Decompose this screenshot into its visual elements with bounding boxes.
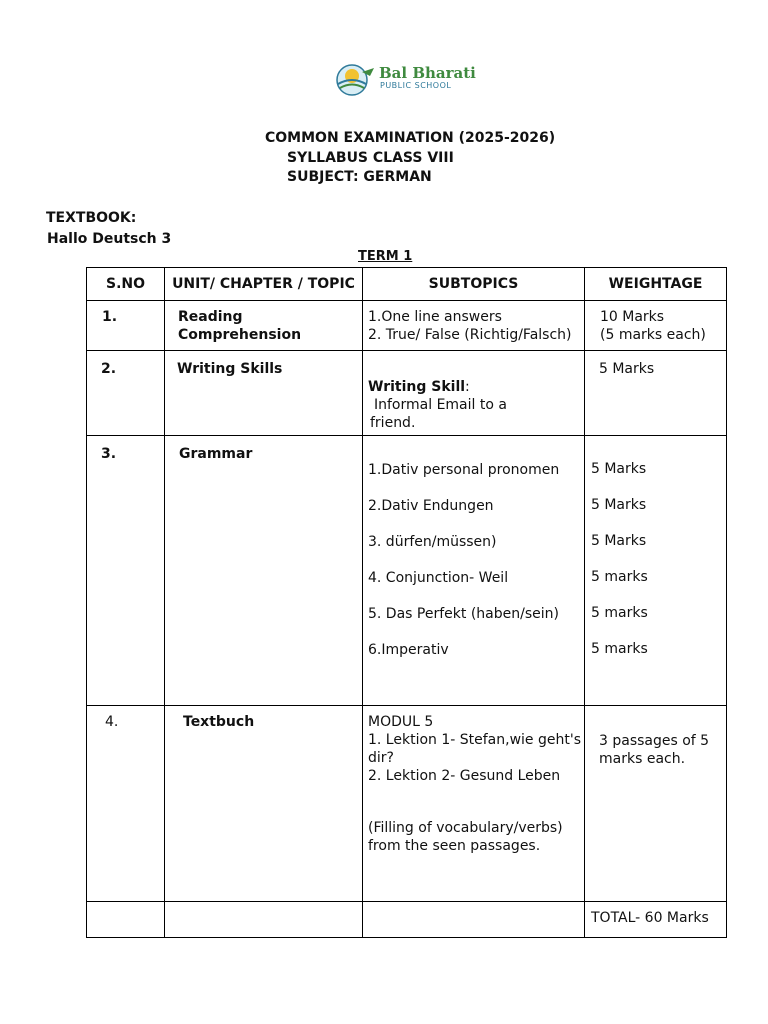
syllabus-table (86, 267, 727, 938)
weightage-item: 5 marks (591, 641, 648, 657)
row-sno: 2. (87, 351, 165, 436)
row-weightage (585, 706, 727, 902)
subtopic-item: (Filling of vocabulary/verbs) (368, 820, 563, 836)
subtopic-item: 4. Conjunction- Weil (368, 570, 509, 586)
row-sno: 4. (87, 706, 165, 902)
header-weightage: WEIGHTAGE (585, 268, 727, 301)
row-unit: Textbuch (165, 706, 363, 902)
subtopic-item: Informal Email to a (374, 397, 507, 413)
total-marks: TOTAL- 60 Marks (585, 902, 727, 938)
syllabus-class: SYLLABUS CLASS VIII (287, 150, 454, 166)
row-subtopics (363, 351, 585, 436)
subtopic-item: MODUL 5 (368, 714, 434, 730)
subtopic-item: 1.Dativ personal pronomen (368, 462, 560, 478)
subtopic-title: Writing Skill (368, 379, 466, 395)
subtopic-item: 2. Lektion 2- Gesund Leben (368, 768, 561, 784)
row-subtopics (363, 301, 585, 351)
school-name: Bal Bharati (379, 64, 476, 82)
subtopic-item: 5. Das Perfekt (haben/sein) (368, 606, 559, 622)
weightage-item: marks each. (599, 751, 686, 767)
subtopic-item: 3. dürfen/müssen) (368, 534, 497, 550)
term-heading: TERM 1 (358, 249, 413, 264)
header-unit: UNIT/ CHAPTER / TOPIC (165, 268, 363, 301)
weightage-item: 5 Marks (591, 461, 647, 477)
total-empty-cell (87, 902, 165, 938)
subtopic-item: 1. Lektion 1- Stefan,wie geht's (368, 732, 581, 748)
weightage-item: 5 Marks (591, 533, 647, 549)
table-row (87, 301, 727, 351)
row-subtopics (363, 706, 585, 902)
row-unit: Reading Comprehension (165, 301, 363, 351)
subtopic-item: 2.Dativ Endungen (368, 498, 494, 514)
table-header-row (87, 268, 727, 301)
weightage-item: 5 marks (591, 569, 648, 585)
school-subtitle: PUBLIC SCHOOL (380, 81, 452, 90)
row-weightage (585, 436, 727, 706)
table-total-row (87, 902, 727, 938)
table-row (87, 706, 727, 902)
total-empty-cell (363, 902, 585, 938)
row-unit: Grammar (165, 436, 363, 706)
row-subtopics (363, 436, 585, 706)
school-logo (332, 62, 476, 98)
weightage-item: 3 passages of 5 (599, 733, 710, 749)
school-emblem-icon (332, 62, 376, 98)
subtopic-item: 2. True/ False (Richtig/Falsch) (368, 327, 572, 343)
weightage-item: (5 marks each) (600, 327, 706, 343)
header-sno: S.NO (87, 268, 165, 301)
subtopic-item: 1.One line answers (368, 309, 502, 325)
textbook-name: Hallo Deutsch 3 (47, 231, 172, 247)
weightage-item: 5 Marks (591, 497, 647, 513)
table-row (87, 351, 727, 436)
weightage-item: 5 marks (591, 605, 648, 621)
weightage-item: 10 Marks (600, 309, 665, 325)
table-row (87, 436, 727, 706)
textbook-label: TEXTBOOK: (46, 210, 137, 226)
row-unit: Writing Skills (165, 351, 363, 436)
subtopic-item: dir? (368, 750, 394, 766)
subtopic-item: friend. (370, 415, 416, 431)
subtopic-item: from the seen passages. (368, 838, 541, 854)
subtopic-item: 6.Imperativ (368, 642, 449, 658)
row-sno: 1. (87, 301, 165, 351)
header-subtopics: SUBTOPICS (363, 268, 585, 301)
row-sno: 3. (87, 436, 165, 706)
row-weightage (585, 301, 727, 351)
subject-line: SUBJECT: GERMAN (287, 169, 432, 185)
subtopic-colon: : (465, 379, 470, 395)
row-weightage: 5 Marks (585, 351, 727, 436)
total-empty-cell (165, 902, 363, 938)
exam-title: COMMON EXAMINATION (2025-2026) (265, 130, 556, 146)
